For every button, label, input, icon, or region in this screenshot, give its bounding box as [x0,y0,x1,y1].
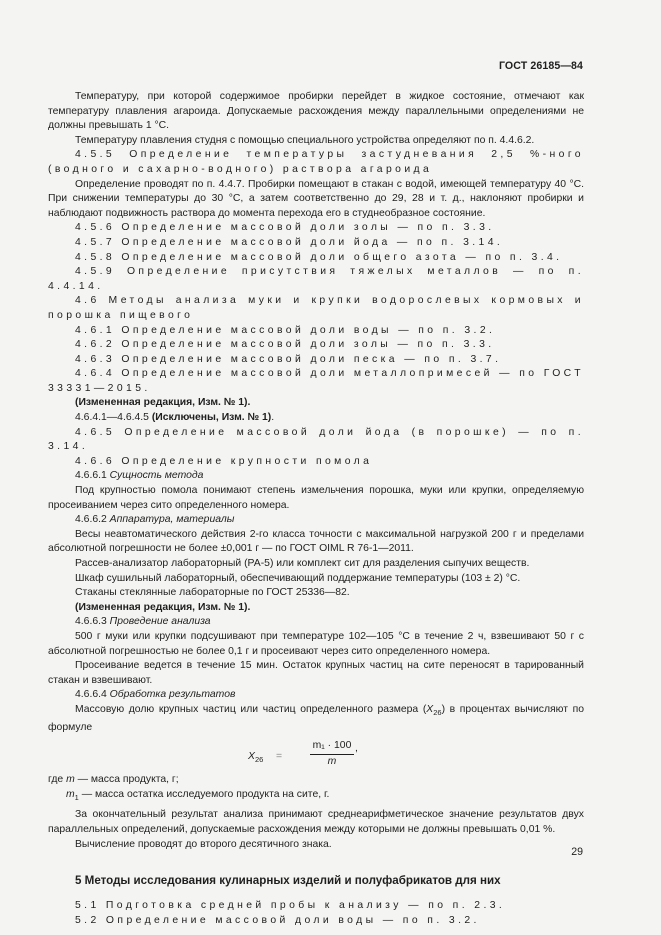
symbol: m [66,774,75,786]
clause-heading: 4.6.2 Определение массовой доли золы — по п. 3.3. [75,339,495,351]
paragraph: Вычисление проводят до второго десятичного знака. [75,838,332,850]
clause-heading: 4.5.7 Определение массовой доли йода — по п. 3.14. [75,236,504,248]
paragraph: За окончательный результат анализа принимают среднеарифметическое значение результатов двух параллельных определений, допускаемые расхождения между которыми не должны превышать 0,01 %. [48,809,584,836]
text-run: где [48,774,67,786]
paragraph: Шкаф сушильный лабораторный, обеспечивающий поддержание температуры (103 ± 2) °С. [75,572,521,584]
text-run: ) в процентах вычисляют по формуле [48,703,584,733]
clause-heading: 4.5.9 Определение присутствия тяжелых металлов — по п. 4.4.14. [48,266,584,292]
clause-heading: 4.6.5 Определение массовой доли йода (в порошке) — по п. 3.14. [48,426,584,453]
symbol: m [66,788,75,800]
paragraph [48,469,584,484]
formula-denominator: m [327,756,337,768]
subscript: 26 [254,755,264,765]
clause-heading: 4.5.6 Определение массовой доли золы — по п. 3.3. [75,222,495,234]
clause-heading: 4.5.5 Определение температуры застудневания 2,5 %-ного (водного и сахарно-водного) раствора агароида [48,149,584,175]
text-run: Массовую долю крупных частиц или частиц определенного размера ( [75,703,427,715]
punctuation: . [271,412,275,424]
paragraph [48,773,584,788]
formula-numerator: m₁ · 100 [310,739,354,755]
amendment-note: (Измененная редакция, Изм. № 1). [75,601,251,613]
clause-heading: 4.6.6 Определение крупности помола [75,455,373,467]
paragraph [48,788,584,806]
clause-number: 4.6.6.2 [75,514,110,526]
amendment-note: (Измененная редакция, Изм. № 1). [75,397,251,409]
paragraph: Просеивание ведется в течение 15 мин. Остаток крупных частиц на сите переносят в тарированный стакан и взвешивают. [48,660,584,686]
paragraph: Определение проводят по п. 4.4.7. Пробирки помещают в стакан с водой, имеющей температуру 40 °С. При снижении температуры до 30 °С, а затем соответственно до 29, 28 и т. д., наклоняют пробирки и наблюдают подвижность раствора до момента перехода его в студнеобразное состояние. [48,178,584,219]
formula-fraction [310,739,354,769]
document-header-code: ГОСТ 26185—84 [498,60,583,72]
formula-lhs [248,751,263,764]
paragraph: Рассев-анализатор лабораторный (РА-5) или комплект сит для разделения сыпучих веществ. [75,558,530,569]
paragraph [48,411,584,426]
subclause-title: Сущность метода [109,470,204,482]
clause-heading: 4.6 Методы анализа муки и крупки водорослевых кормовых и порошка пищевого [48,295,584,321]
paragraph [48,615,584,630]
paragraph [48,513,584,528]
section-heading: 5 Методы исследования кулинарных изделий и полуфабрикатов для них [75,874,501,888]
formula-equals: = [276,751,283,763]
formula-comma: , [355,743,358,755]
amendment-note: (Исключены, Изм. № 1) [151,412,272,424]
clause-heading: 5.1 Подготовка средней пробы к анализу — по п. 2.3. [75,900,506,912]
subscript: 26 [433,708,442,718]
text-run: — масса продукта, г; [74,774,179,786]
paragraph: 500 г муки или крупки подсушивают при температуре 102—105 °С в течение 2 ч, взвешивают 50 г с абсолютной погрешностью не более 0,1 г и просеивают через сито определенного номера. [48,630,584,657]
symbol: X [426,703,434,715]
clause-heading: 4.5.8 Определение массовой доли общего азота — по п. 3.4. [75,251,563,263]
paragraph: Стаканы стеклянные лабораторные по ГОСТ 25336—82. [75,587,350,599]
paragraph [48,703,584,735]
paragraph [48,688,584,703]
paragraph: Температуру, при которой содержимое пробирки перейдет в жидкое состояние, отмечают как температуру плавления агароида. Допускаемые расхождения между параллельными определениями не должны превышать 1 °С. [48,91,584,132]
clause-heading: 4.6.3 Определение массовой доли песка — по п. 3.7. [75,353,502,365]
page-number: 29 [571,846,583,858]
text-run: — масса остатка исследуемого продукта на сите, г. [78,788,330,800]
paragraph: Весы неавтоматического действия 2-го класса точности с максимальной нагрузкой 200 г и пределами абсолютной погрешности не более ±0,001 г — по ГОСТ OIML R 76-1—2011. [48,528,584,555]
subscript: 1 [74,792,79,802]
document-body [48,84,584,928]
clause-number: 4.6.6.3 [75,616,110,628]
paragraph: Под крупностью помола понимают степень измельчения порошка, муки или крупки, определяемую просеиванием через сито определенного номера. [48,485,584,511]
clause-number: 4.6.4.1—4.6.4.5 [75,412,152,424]
symbol: X [248,751,255,763]
clause-heading: 4.6.1 Определение массовой доли воды — по п. 3.2. [75,324,496,336]
subclause-title: Обработка результатов [109,689,236,701]
clause-heading: 5.2 Определение массовой доли воды — по п. 3.2. [75,914,480,926]
formula [48,739,584,773]
subclause-title: Проведение анализа [109,616,211,628]
paragraph: Температуру плавления студня с помощью специального устройства определяют по п. 4.4.6.2. [75,134,535,146]
clause-number: 4.6.6.4 [75,689,110,701]
clause-heading: 4.6.4 Определение массовой доли металлопримесей — по ГОСТ 33331—2015. [48,368,584,394]
subclause-title: Аппаратура, материалы [109,514,235,526]
clause-number: 4.6.6.1 [75,470,110,482]
